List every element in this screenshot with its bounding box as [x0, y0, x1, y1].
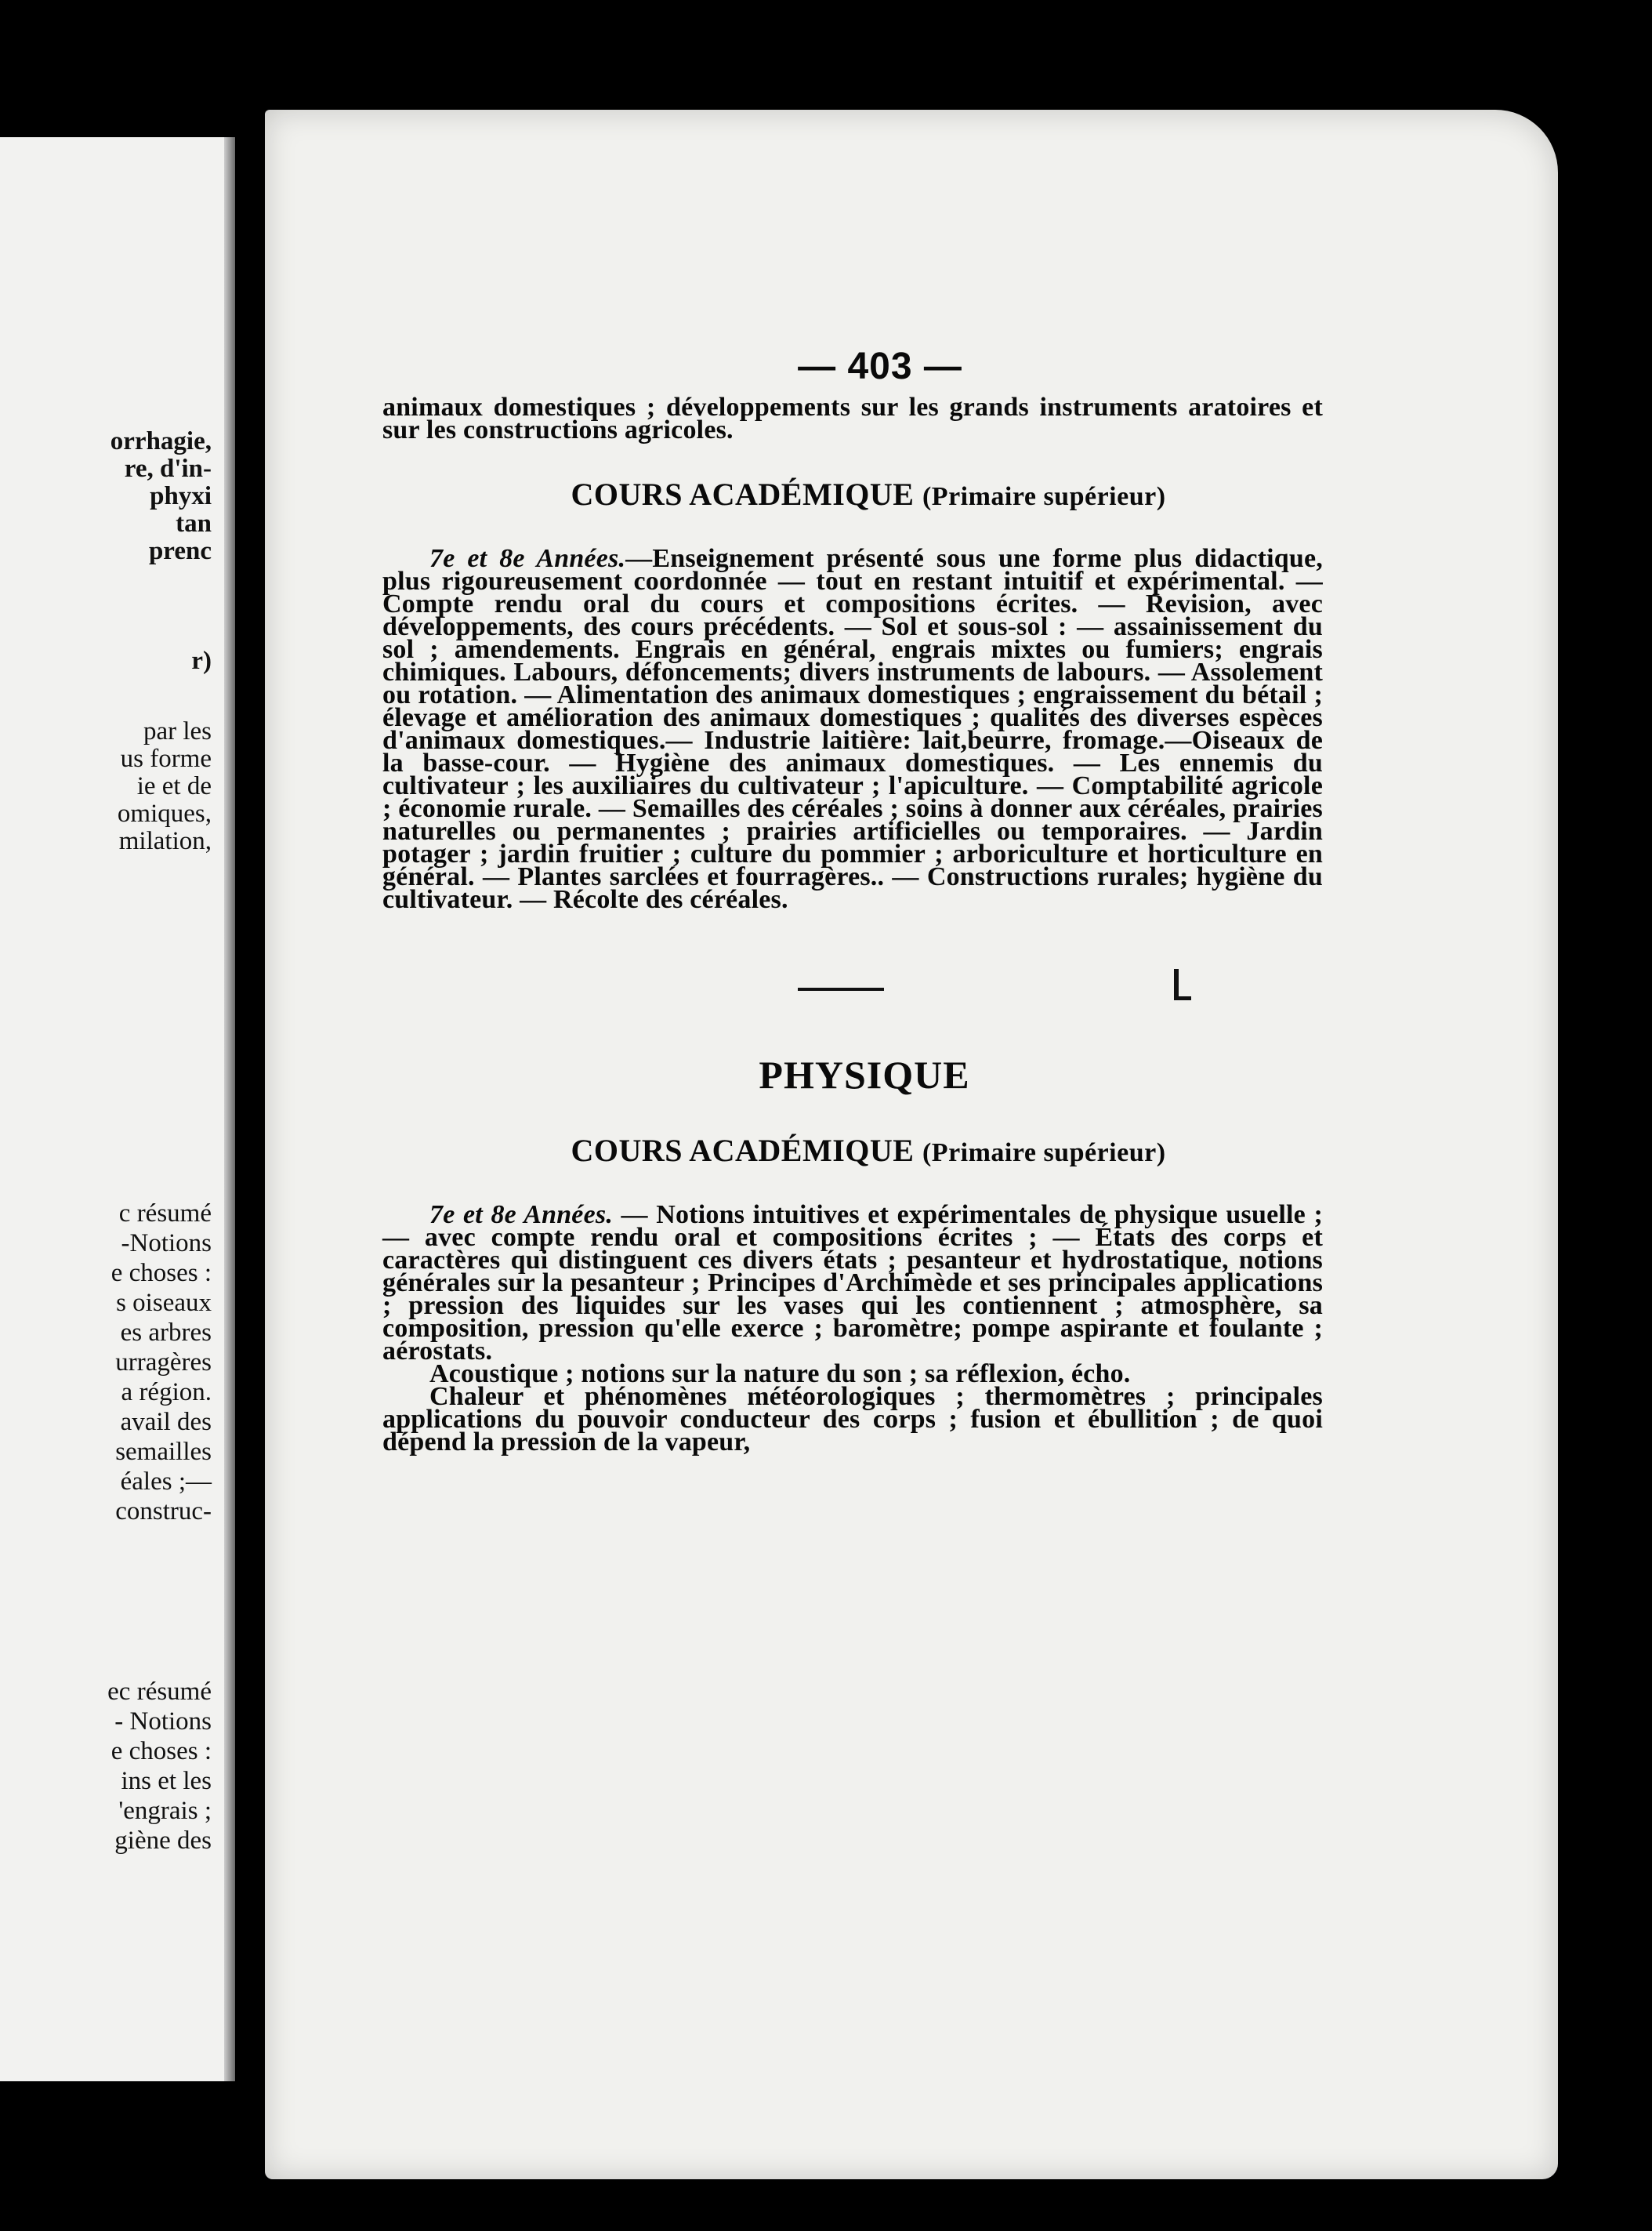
years-label: 7e et 8e Années. — [429, 1200, 614, 1229]
document-page — [265, 110, 1558, 2179]
left-fragment: prenc — [148, 537, 212, 565]
section-heading-paren: (Primaire supérieur) — [922, 1138, 1166, 1167]
left-fragment: re, d'in- — [124, 455, 212, 483]
left-fragment: a région. — [121, 1378, 212, 1406]
physique-title: PHYSIQUE — [759, 1053, 970, 1097]
left-fragment: phyxi — [150, 482, 212, 510]
left-fragment: - Notions — [114, 1707, 212, 1736]
section-heading-text: COURS ACADÉMIQUE — [571, 1133, 915, 1168]
agriculture-paragraph — [382, 544, 1323, 914]
physique-paragraph — [382, 1200, 1323, 1366]
left-fragment: e choses : — [110, 1259, 212, 1287]
section-heading — [414, 1132, 1323, 1169]
left-fragment: us forme — [120, 745, 212, 773]
left-fragment: e choses : — [110, 1737, 212, 1765]
acoustique-paragraph: Acoustique ; notions sur la nature du son ; sa réflexion, écho. — [429, 1359, 1131, 1388]
left-fragment: es arbres — [120, 1319, 212, 1347]
intro-paragraph: animaux domestiques ; développements sur les grands instruments aratoires et sur les constructions agricoles. — [382, 393, 1323, 444]
section-divider — [382, 966, 1323, 1013]
left-fragment: construc- — [115, 1497, 212, 1525]
divider-rule — [798, 988, 884, 991]
left-fragment: urragères — [115, 1348, 212, 1377]
left-fragment: éales ;— — [120, 1467, 212, 1496]
left-fragment: c résumé — [118, 1199, 212, 1228]
left-fragment: ec résumé — [107, 1678, 212, 1706]
page-gutter — [224, 137, 235, 2081]
left-fragment: omiques, — [117, 800, 212, 828]
left-fragment: tan — [176, 510, 212, 538]
left-fragment: giène des — [114, 1827, 212, 1855]
left-fragment: s oiseaux — [116, 1289, 212, 1317]
page-content — [382, 345, 1323, 1456]
left-fragment: semailles — [115, 1438, 212, 1466]
chaleur-paragraph: Chaleur et phénomènes météorologiques ; thermomètres ; principales applications du pouvoir conducteur des corps ; fusion et ébullition ; de quoi dépend la pression de la vapeur, — [382, 1382, 1323, 1456]
years-label: 7e et 8e Années. — [429, 544, 626, 573]
left-fragment: orrhagie, — [110, 427, 212, 455]
left-fragment: r) — [191, 647, 212, 675]
section-heading-text: COURS ACADÉMIQUE — [571, 477, 915, 512]
left-fragment: ie et de — [136, 772, 212, 800]
physique-body: — Notions intuitives et expérimentales de physique usuelle ; — avec compte rendu oral et compositions écrites ; — États des corps et caractères qui distinguent ces divers états ; pesanteur et hydrostatique, notions générales sur la pesanteur ; Principes d'Archimède et ses principales applications ; pression des liquides sur les vases qui les contiennent ; atmosphère, sa composition, pression qu'elle exerce ; baromètre; pompe aspirante et foulante ; aérostats. — [382, 1200, 1323, 1366]
left-fragment: ins et les — [121, 1767, 212, 1795]
agriculture-body: —Enseignement présenté sous une forme plus didactique, plus rigoureusement coordonnée — tout en restant intuitif et expérimental. — Compte rendu oral du cours et compositions écrites. — Revision, avec développements, des cours précédents. — Sol et sous-sol : — assainissement du sol ; amendements. Engrais en général, engrais mixtes ou fumiers; engrais chimiques. Labours, défoncements; divers instruments de labours. — Assolement ou rotation. — Alimentation des animaux domestiques ; engraissement du bétail ; élevage et amélioration des animaux domestiques ; qualités des diverses espèces d'animaux domestiques.— Industrie laitière: lait,beurre, fromage.—Oiseaux de la basse-cour. — Hygiène des animaux domestiques. — Les ennemis du cultivateur ; les auxiliaires du cultivateur ; l'apiculture. — Comptabilité agricole ; économie rurale. — Semailles des céréales ; soins à donner aux céréales, prairies naturelles ou permanentes ; prairies artificielles ou temporaires. — Jardin potager ; jardin fruitier ; culture du pommier ; arboriculture et horticulture en général. — Plantes sarclées et fourragères.. — Constructions rurales; hygiène du cultivateur. — Récolte des céréales. — [382, 544, 1323, 914]
left-page — [0, 137, 235, 2081]
section-heading — [414, 476, 1323, 513]
section-heading-paren: (Primaire supérieur) — [922, 482, 1166, 511]
corner-mark — [1174, 969, 1179, 1000]
left-fragment: par les — [143, 717, 212, 745]
left-fragment: 'engrais ; — [118, 1797, 212, 1825]
left-fragment: milation, — [118, 827, 212, 855]
left-fragment: avail des — [120, 1408, 212, 1436]
left-fragment: -Notions — [121, 1229, 212, 1257]
page-number: — 403 — — [798, 346, 962, 387]
